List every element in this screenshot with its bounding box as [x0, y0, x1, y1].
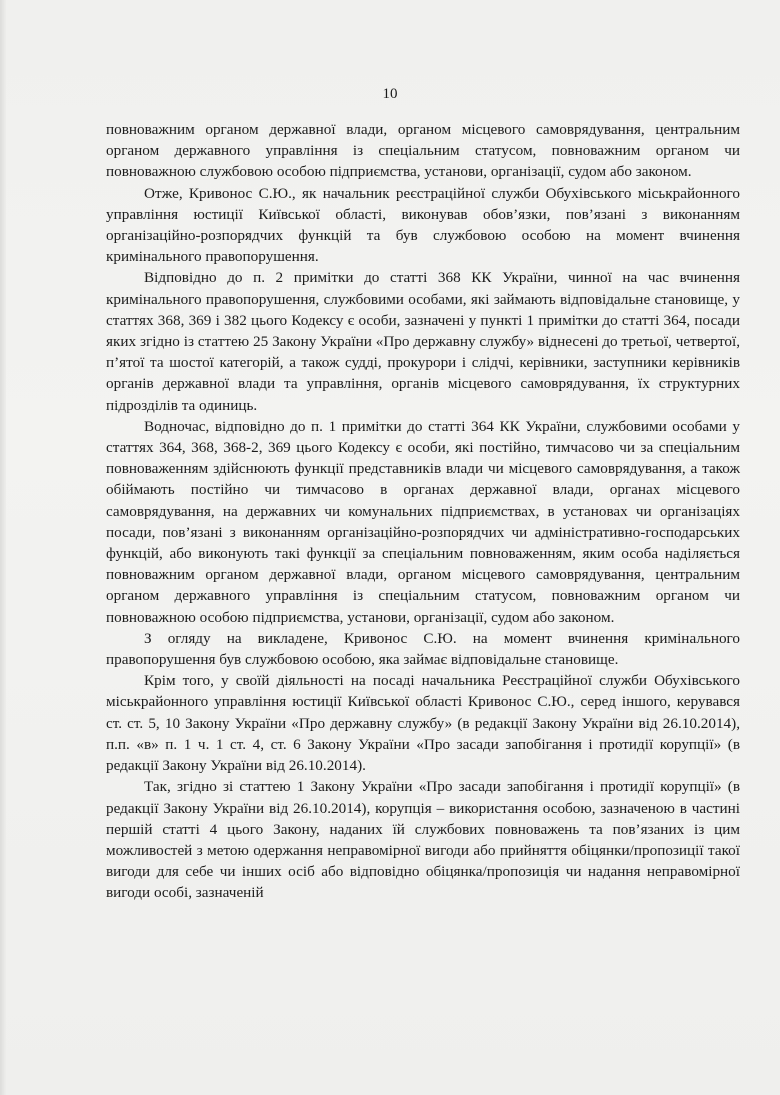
paragraph-continuation: повноважним органом державної влади, органом місцевого самоврядування, центральним органом державного управління із спеціальним статусом, повноважним органом чи повноважною службовою особою підприємства, установи, організації, судом або законом. — [106, 121, 740, 181]
paragraph: Крім того, у своїй діяльності на посаді начальника Реєстраційної служби Обухівського міськрайонного управління юстиції Київської області Кривонос С.Ю., серед іншого, керувався ст. ст. 5, 10 Закону України «Про державну службу» (в редакції Закону України від 26.10.2014), п.п. «в» п. 1 ч. 1 ст. 4, ст. 6 Закону України «Про засади запобігання і протидії корупції» (в редакції Закону України від 26.10.2014). — [106, 672, 740, 775]
paragraph: Водночас, відповідно до п. 1 примітки до статті 364 КК України, службовими особами у статтях 364, 368, 368-2, 369 цього Кодексу є особи, які постійно, тимчасово чи за спеціальним повноваженням здійснюють функції представників влади чи місцевого самоврядування, а також обіймають постійно чи тимчасово в органах державної влади, органах місцевого самоврядування, на державних чи комунальних підприємствах, в установах чи організаціях посади, пов’язані з виконанням організаційно-розпорядчих чи адміністративно-господарських функцій, або виконують такі функції за спеціальним повноваженням, яким особа наділяється повноважним органом державної влади, органом місцевого самоврядування, центральним органом державного управління із спеціальним статусом, повноважним органом чи повноважною особою підприємства, установи, організації, судом або законом. — [106, 417, 740, 626]
scan-edge-shadow — [0, 0, 6, 1095]
page-number: 10 — [382, 86, 398, 102]
paragraph: Отже, Кривонос С.Ю., як начальник реєстраційної служби Обухівського міськрайонного управління юстиції Київської області, виконував обов’язки, пов’язані з виконанням організаційно-розпорядчих функцій та був службовою особою на момент вчинення кримінального правопорушення. — [106, 184, 740, 266]
paragraph: Відповідно до п. 2 примітки до статті 368 КК України, чинної на час вчинення кримінального правопорушення, службовими особами, які займають відповідальне становище, у статтях 368, 369 і 382 цього Кодексу є особи, зазначені у пункті 1 примітки до статті 364, посади яких згідно із статтею 25 Закону України «Про державну службу» віднесені до третьої, четвертої, п’ятої та шостої категорій, а також судді, прокурори і слідчі, керівники, заступники керівників органів державної влади та управління, органів місцевого самоврядування, їх структурних підрозділів та одиниць. — [106, 269, 740, 414]
paragraph: Так, згідно зі статтею 1 Закону України «Про засади запобігання і протидії корупції» (в редакції Закону України від 26.10.2014), корупція – використання особою, зазначеною в частині першій статті 4 цього Закону, наданих їй службових повноважень та пов’язаних із цим можливостей з метою одержання неправомірної вигоди або прийняття обіцянки/пропозиції такої вигоди для себе чи інших осіб або відповідно обіцянка/пропозиція чи надання неправомірної вигоди особі, зазначеній — [106, 778, 740, 902]
paragraph: З огляду на викладене, Кривонос С.Ю. на момент вчинення кримінального правопорушення був службовою особою, яка займає відповідальне становище. — [106, 629, 740, 669]
document-body — [106, 119, 740, 904]
